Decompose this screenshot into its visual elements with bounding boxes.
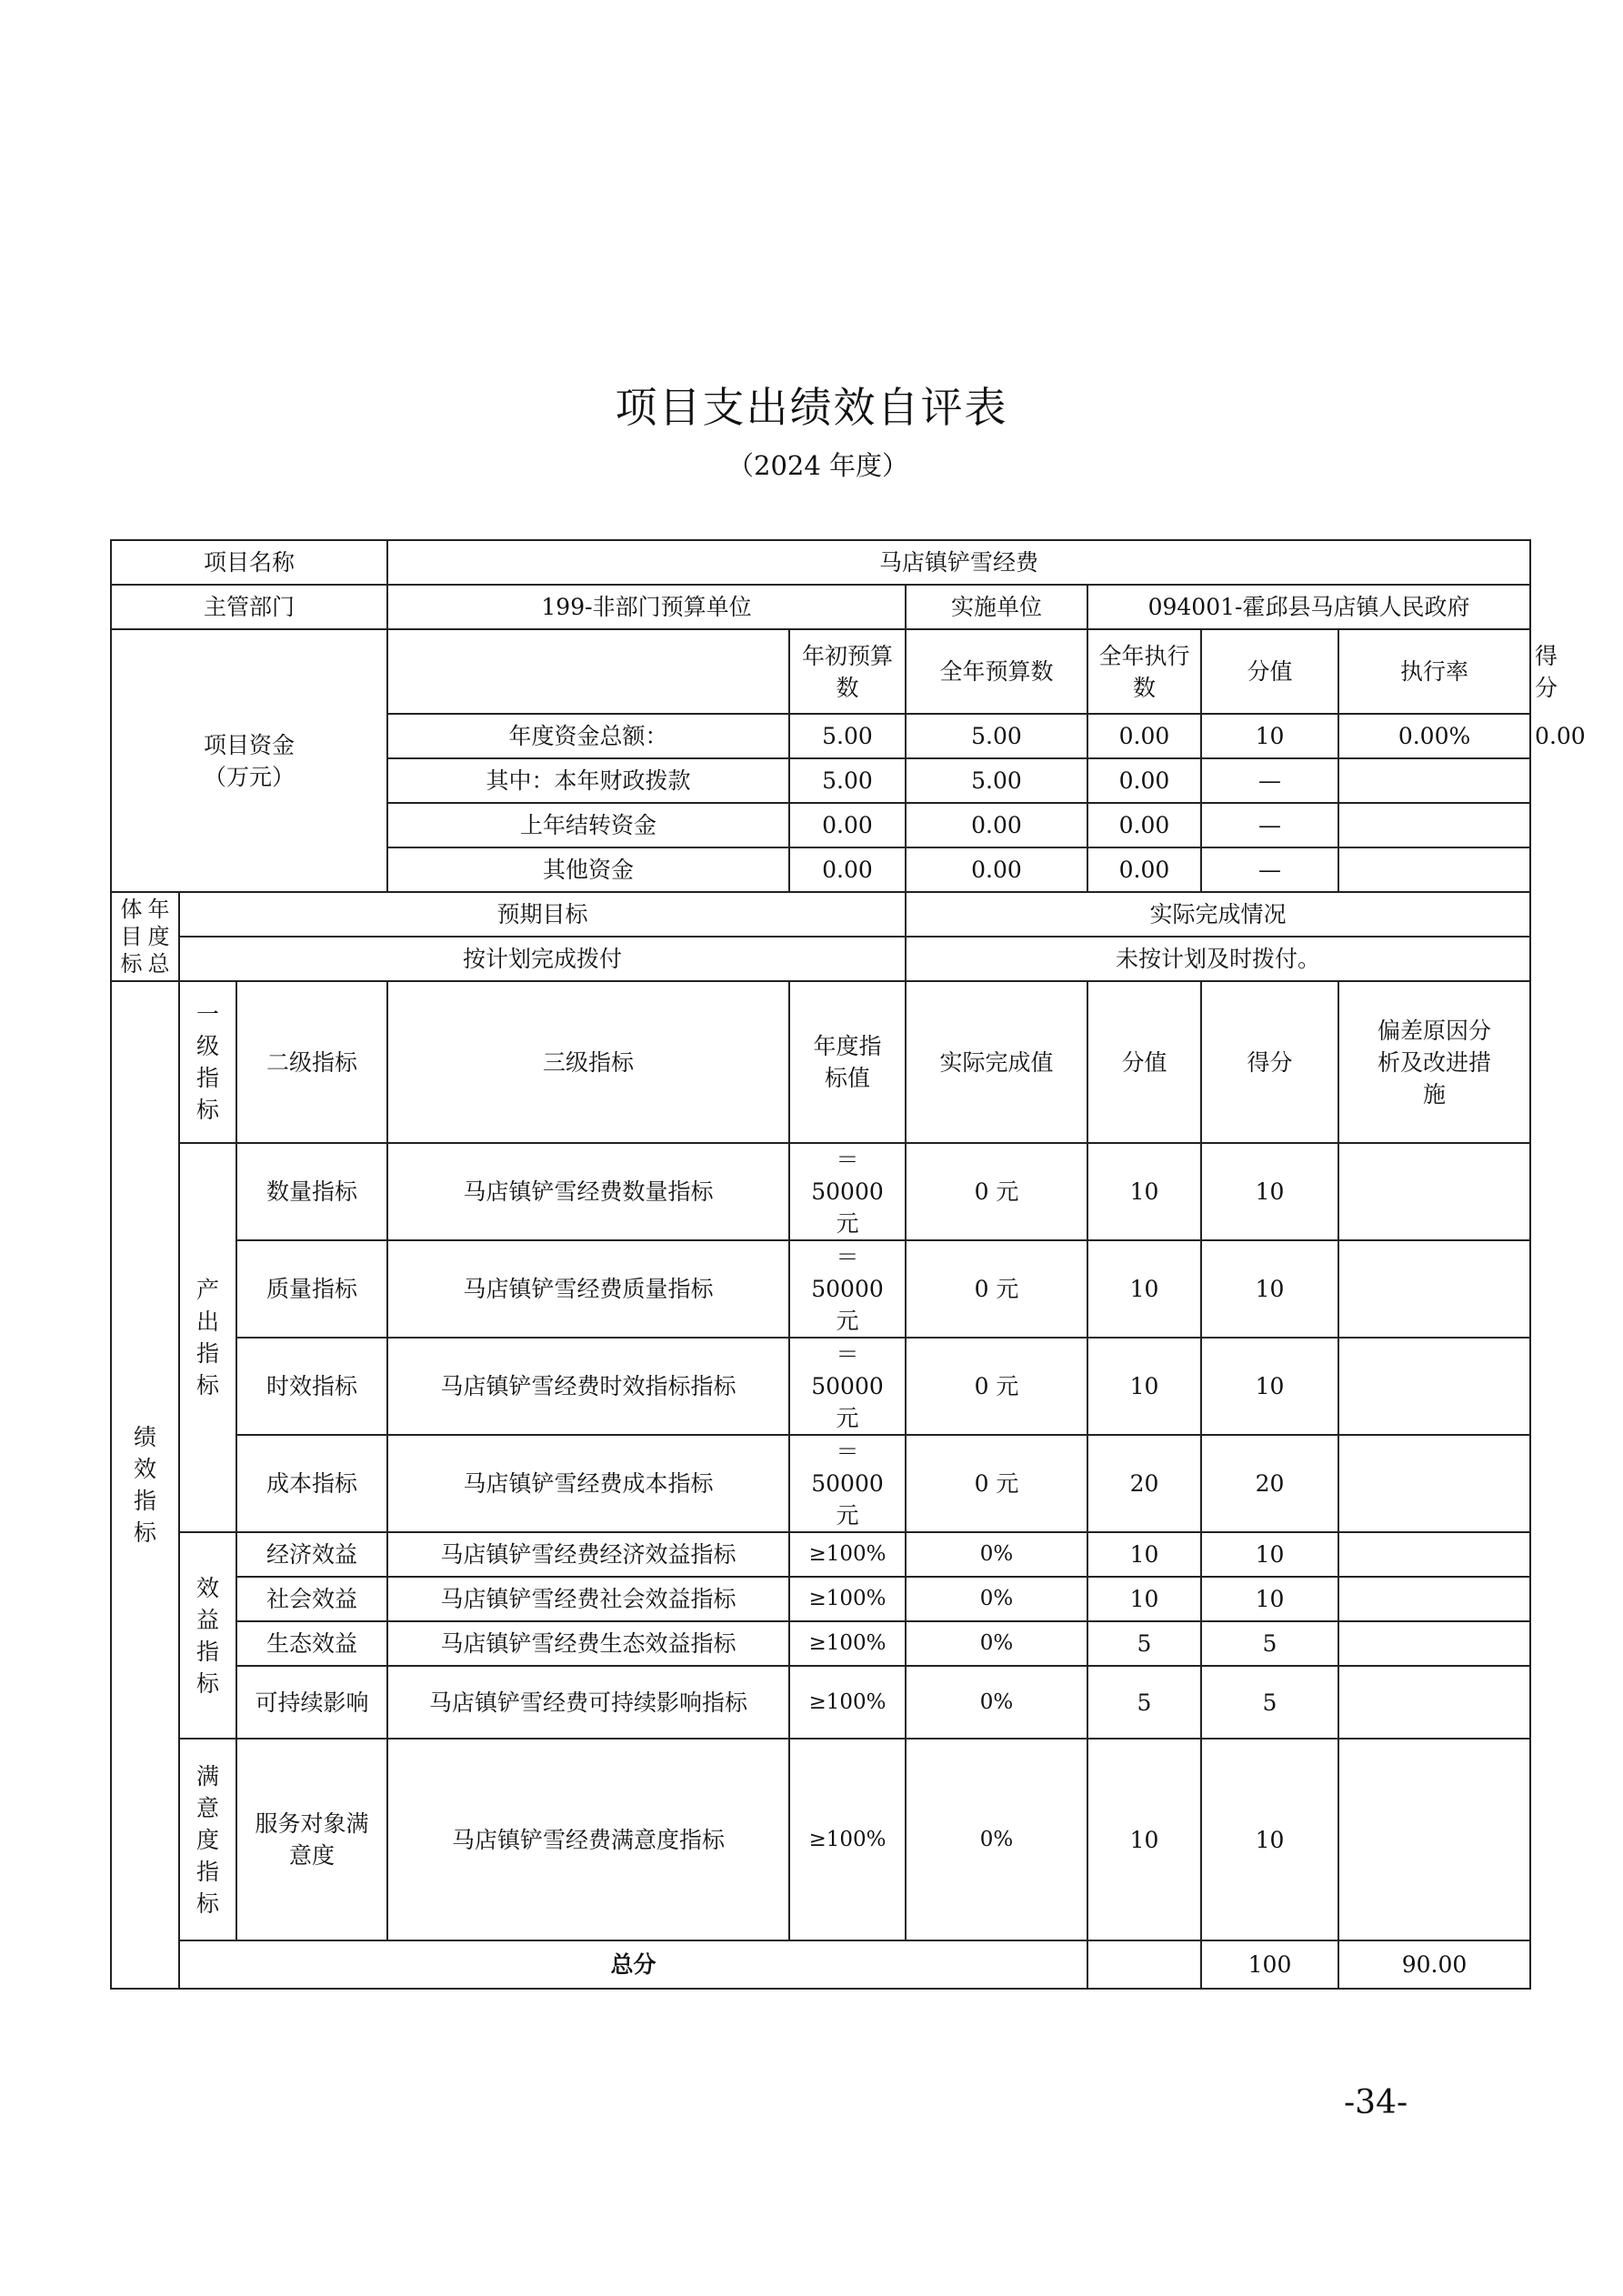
funds-header-executed: 全年执行数 — [1087, 629, 1201, 714]
funds-header-rate: 执行率 — [1338, 629, 1530, 714]
goals-expected-label: 预期目标 — [179, 892, 906, 937]
funds-row-executed: 0.00 — [1087, 714, 1201, 758]
funds-row-rate — [1338, 803, 1530, 847]
indicator-deviation — [1338, 1532, 1530, 1577]
funds-row-annual: 5.00 — [906, 714, 1087, 758]
indicator-deviation — [1338, 1621, 1530, 1666]
header-target: 年度指标值 — [789, 981, 906, 1143]
indicator-level3: 马店镇铲雪经费满意度指标 — [387, 1739, 789, 1940]
header-actual: 实际完成值 — [906, 981, 1087, 1143]
indicator-level2: 社会效益 — [236, 1577, 387, 1621]
indicator-score: 10 — [1201, 1739, 1338, 1940]
indicator-deviation — [1338, 1338, 1530, 1435]
funds-header-annual: 全年预算数 — [906, 629, 1087, 714]
indicator-target: ≥100% — [789, 1621, 906, 1666]
indicator-level2: 成本指标 — [236, 1435, 387, 1532]
indicator-level3: 马店镇铲雪经费生态效益指标 — [387, 1621, 789, 1666]
indicators-section-label — [111, 981, 179, 1989]
year-subtitle: （2024 年度） — [727, 450, 909, 481]
indicator-row — [111, 1435, 1530, 1532]
indicator-level3: 马店镇铲雪经费时效指标指标 — [387, 1338, 789, 1435]
funds-row-executed: 0.00 — [1087, 847, 1201, 892]
indicator-row — [111, 1338, 1530, 1435]
indicators-section-text: 绩 效 指 标 — [133, 1424, 156, 1546]
dept-value: 199-非部门预算单位 — [387, 585, 906, 629]
indicator-actual: 0% — [906, 1577, 1087, 1621]
impl-value: 094001-霍邱县马店镇人民政府 — [1087, 585, 1530, 629]
page-title: 项目支出绩效自评表 — [615, 383, 1008, 432]
row-goals-values — [111, 937, 1530, 981]
indicator-level2: 质量指标 — [236, 1240, 387, 1338]
indicator-score-value: 10 — [1087, 1739, 1201, 1940]
funds-row-label: 年度资金总额： — [387, 714, 789, 758]
row-department — [111, 585, 1530, 629]
indicator-deviation — [1338, 1240, 1530, 1338]
indicator-target: ＝50000元 — [789, 1240, 906, 1338]
goals-expected-value: 按计划完成拨付 — [179, 937, 906, 981]
funds-row-label: 其中：本年财政拨款 — [387, 758, 789, 803]
header-score: 得分 — [1201, 981, 1338, 1143]
indicator-score-value: 10 — [1087, 1338, 1201, 1435]
indicator-row — [111, 1143, 1530, 1240]
funds-row-annual: 0.00 — [906, 803, 1087, 847]
funds-row-score-value: — — [1201, 758, 1338, 803]
indicator-target: ＝50000元 — [789, 1435, 906, 1532]
indicator-level3: 马店镇铲雪经费经济效益指标 — [387, 1532, 789, 1577]
indicator-score-value: 10 — [1087, 1240, 1201, 1338]
indicator-actual: 0 元 — [906, 1143, 1087, 1240]
indicator-level2: 生态效益 — [236, 1621, 387, 1666]
indicator-deviation — [1338, 1435, 1530, 1532]
indicator-actual: 0% — [906, 1532, 1087, 1577]
impl-label: 实施单位 — [906, 585, 1087, 629]
funds-row-score-value: — — [1201, 847, 1338, 892]
funds-label — [111, 629, 387, 892]
performance-table — [110, 539, 1586, 1990]
funds-row-label: 其他资金 — [387, 847, 789, 892]
funds-row-executed: 0.00 — [1087, 803, 1201, 847]
indicator-score: 10 — [1201, 1532, 1338, 1577]
page-number: -34- — [1344, 2084, 1408, 2121]
indicator-level2: 服务对象满意度 — [236, 1739, 387, 1940]
total-score-value: 100 — [1201, 1940, 1338, 1989]
indicator-score: 20 — [1201, 1435, 1338, 1532]
indicator-score-value: 5 — [1087, 1621, 1201, 1666]
funds-row-annual: 5.00 — [906, 758, 1087, 803]
total-score: 90.00 — [1338, 1940, 1530, 1989]
indicator-level2: 可持续影响 — [236, 1666, 387, 1739]
funds-row-rate: 0.00% — [1338, 714, 1530, 758]
indicator-actual: 0% — [906, 1621, 1087, 1666]
row-funds-header: 项目资金 （万元） 年初预算数 全年预算数 全年执行数 分值 执行率 得分 — [111, 629, 1530, 714]
header-deviation: 偏差原因分析及改进措施 — [1338, 981, 1530, 1143]
goals-actual-value: 未按计划及时拨付。 — [906, 937, 1530, 981]
row-total — [111, 1940, 1530, 1989]
indicator-actual: 0 元 — [906, 1338, 1087, 1435]
funds-row-score-value: — — [1201, 803, 1338, 847]
funds-row-initial: 0.00 — [789, 803, 906, 847]
funds-row-initial: 5.00 — [789, 714, 906, 758]
indicator-level2: 时效指标 — [236, 1338, 387, 1435]
indicator-deviation — [1338, 1143, 1530, 1240]
header-score-value: 分值 — [1087, 981, 1201, 1143]
group-benefit-label: 效 益 指 标 — [179, 1532, 236, 1739]
indicator-row — [111, 1577, 1530, 1621]
indicator-level3: 马店镇铲雪经费成本指标 — [387, 1435, 789, 1532]
indicator-row — [111, 1666, 1530, 1739]
indicator-actual: 0 元 — [906, 1435, 1087, 1532]
funds-header-blank — [387, 629, 789, 714]
indicator-target: ＝50000元 — [789, 1143, 906, 1240]
indicator-score: 10 — [1201, 1338, 1338, 1435]
indicator-row — [111, 1621, 1530, 1666]
indicator-actual: 0 元 — [906, 1240, 1087, 1338]
total-label: 总分 — [179, 1940, 1087, 1989]
funds-row-initial: 5.00 — [789, 758, 906, 803]
indicator-score-value: 10 — [1087, 1143, 1201, 1240]
funds-row-score-value: 10 — [1201, 714, 1338, 758]
goals-label — [111, 892, 179, 981]
indicator-target: ≥100% — [789, 1577, 906, 1621]
indicator-target: ＝50000元 — [789, 1338, 906, 1435]
funds-row-label: 上年结转资金 — [387, 803, 789, 847]
indicator-row — [111, 1532, 1530, 1577]
indicator-actual: 0% — [906, 1666, 1087, 1739]
funds-header-initial: 年初预算数 — [789, 629, 906, 714]
goals-actual-label: 实际完成情况 — [906, 892, 1530, 937]
indicator-score: 5 — [1201, 1621, 1338, 1666]
indicator-level3: 马店镇铲雪经费社会效益指标 — [387, 1577, 789, 1621]
indicator-target: ≥100% — [789, 1739, 906, 1940]
indicator-score: 10 — [1201, 1577, 1338, 1621]
funds-row-initial: 0.00 — [789, 847, 906, 892]
project-name-label: 项目名称 — [111, 540, 387, 585]
goals-label-grid: 体 目 标 年 度 总 — [120, 897, 170, 977]
funds-header-score-value: 分值 — [1201, 629, 1338, 714]
dept-label: 主管部门 — [111, 585, 387, 629]
indicator-target: ≥100% — [789, 1666, 906, 1739]
indicator-deviation — [1338, 1666, 1530, 1739]
indicator-level2: 经济效益 — [236, 1532, 387, 1577]
funds-label-line1: 项目资金 — [203, 731, 295, 758]
funds-row-rate — [1338, 847, 1530, 892]
indicator-score: 10 — [1201, 1143, 1338, 1240]
indicator-score-value: 10 — [1087, 1532, 1201, 1577]
header-level2: 二级指标 — [236, 981, 387, 1143]
header-level1: 一 级 指 标 — [179, 981, 236, 1143]
indicator-row — [111, 1240, 1530, 1338]
funds-row-rate — [1338, 758, 1530, 803]
group-output-label: 产 出 指 标 — [179, 1143, 236, 1532]
row-indicators-header — [111, 981, 1530, 1143]
indicator-level3: 马店镇铲雪经费质量指标 — [387, 1240, 789, 1338]
indicator-score-value: 20 — [1087, 1435, 1201, 1532]
funds-row: 年度资金总额： 5.00 5.00 0.00 10 0.00% 0.00 — [111, 714, 1530, 758]
funds-label-line2: （万元） — [203, 763, 295, 790]
indicator-level2: 数量指标 — [236, 1143, 387, 1240]
group-satisfaction-label: 满 意 度 指 标 — [179, 1739, 236, 1940]
indicator-score-value: 10 — [1087, 1577, 1201, 1621]
row-project-name — [111, 540, 1530, 585]
indicator-score-value: 5 — [1087, 1666, 1201, 1739]
total-actual — [1087, 1940, 1201, 1989]
indicator-level3: 马店镇铲雪经费数量指标 — [387, 1143, 789, 1240]
indicator-row — [111, 1739, 1530, 1940]
indicator-deviation — [1338, 1739, 1530, 1940]
header-level3: 三级指标 — [387, 981, 789, 1143]
indicator-deviation — [1338, 1577, 1530, 1621]
indicator-target: ≥100% — [789, 1532, 906, 1577]
row-goals-header — [111, 892, 1530, 937]
funds-row-executed: 0.00 — [1087, 758, 1201, 803]
indicator-score: 10 — [1201, 1240, 1338, 1338]
indicator-score: 5 — [1201, 1666, 1338, 1739]
indicator-actual: 0% — [906, 1739, 1087, 1940]
project-name-value: 马店镇铲雪经费 — [387, 540, 1530, 585]
indicator-level3: 马店镇铲雪经费可持续影响指标 — [387, 1666, 789, 1739]
funds-row-annual: 0.00 — [906, 847, 1087, 892]
